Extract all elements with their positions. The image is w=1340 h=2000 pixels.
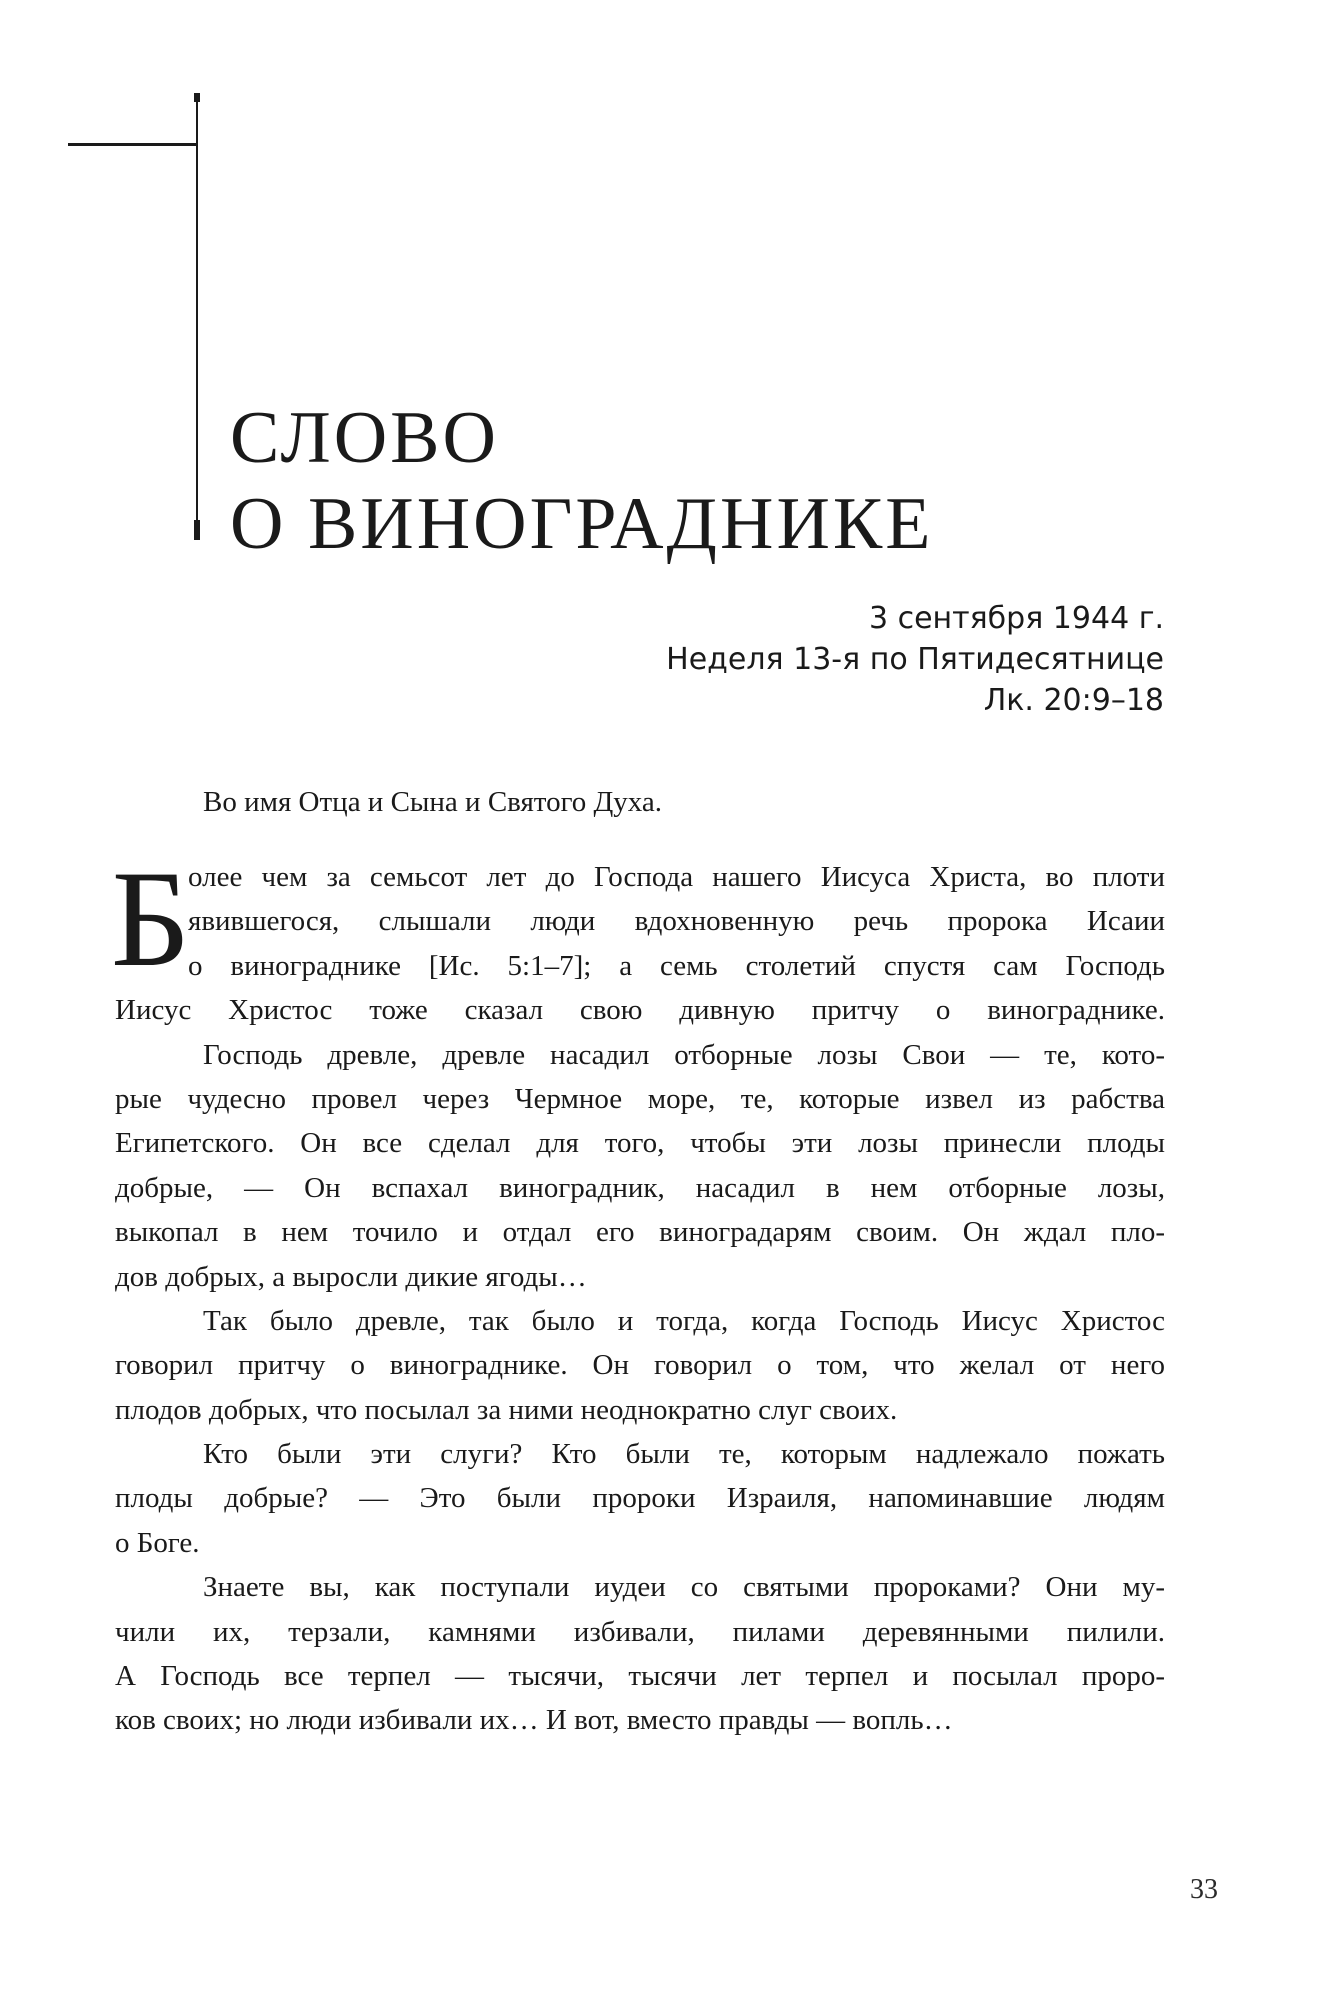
body-line: Египетского. Он все сделал для того, чтобы эти лозы принесли плоды [115,1127,1165,1160]
body-line: чили их, терзали, камнями избивали, пилами деревянными пилили. [115,1615,1165,1648]
chapter-meta [666,598,1164,721]
body-line: Так было древле, так было и тогда, когда Господь Иисус Христос [203,1304,1165,1337]
chapter-title [230,395,933,567]
chapter-rule-vertical [196,100,198,540]
body-line: выкопал в нем точило и отдал его виноградарям своим. Он ждал пло- [115,1216,1165,1249]
chapter-title-line-1: СЛОВО [230,397,499,479]
body-line: плоды добрые? — Это были пророки Израиля, напоминавшие людям [115,1482,1165,1515]
body-line: олее чем за семьсот лет до Господа нашего Иисуса Христа, во плоти [188,861,1165,893]
body-line: добрые, — Он вспахал виноградник, насадил в нем отборные лозы, [115,1171,1165,1204]
scripture-reference: Лк. 20:9–18 [983,683,1164,718]
body-line: Господь древле, древле насадил отборные лозы Свои — те, кото- [203,1038,1165,1071]
page-number: 33 [1190,1874,1218,1905]
chapter-title-line-2: О ВИНОГРАДНИКЕ [230,483,934,565]
body-line: ков своих; но люди избивали их… И вот, вместо правды — вопль… [115,1704,953,1737]
body-line: Знаете вы, как поступали иудеи со святыми пророками? Они му- [203,1571,1165,1604]
body-line: дов добрых, а выросли дикие ягоды… [115,1260,587,1293]
body-line: говорил притчу о винограднике. Он говорил о том, что желал от него [115,1349,1165,1382]
drop-cap: Б [111,842,191,995]
body-line: плодов добрых, что посылал за ними неоднократно слуг своих. [115,1393,898,1426]
sermon-date: 3 сентября 1944 г. [868,601,1164,636]
sermon-body [111,842,1165,1743]
body-line: Иисус Христос тоже сказал свою дивную притчу о винограднике. [115,994,1165,1027]
body-line: А Господь все терпел — тысячи, тысячи лет терпел и посылал проро- [115,1660,1165,1693]
body-line: о винограднике [Ис. 5:1–7]; а семь столетий спустя сам Господь [188,949,1165,982]
chapter-rule-top-mark [194,93,200,102]
body-line: Кто были эти слуги? Кто были те, которым надлежало пожать [203,1438,1165,1471]
chapter-rule-bottom-mark [194,520,200,540]
chapter-rule-horizontal [68,143,198,146]
body-line: явившегося, слышали люди вдохновенную речь пророка Исаии [188,905,1165,938]
body-line: рые чудесно провел через Чермное море, те, которые извел из рабства [115,1082,1165,1115]
body-line: о Боге. [115,1526,200,1559]
liturgical-occasion: Неделя 13-я по Пятидесятнице [666,642,1164,677]
invocation: Во имя Отца и Сына и Святого Духа. [203,786,663,818]
